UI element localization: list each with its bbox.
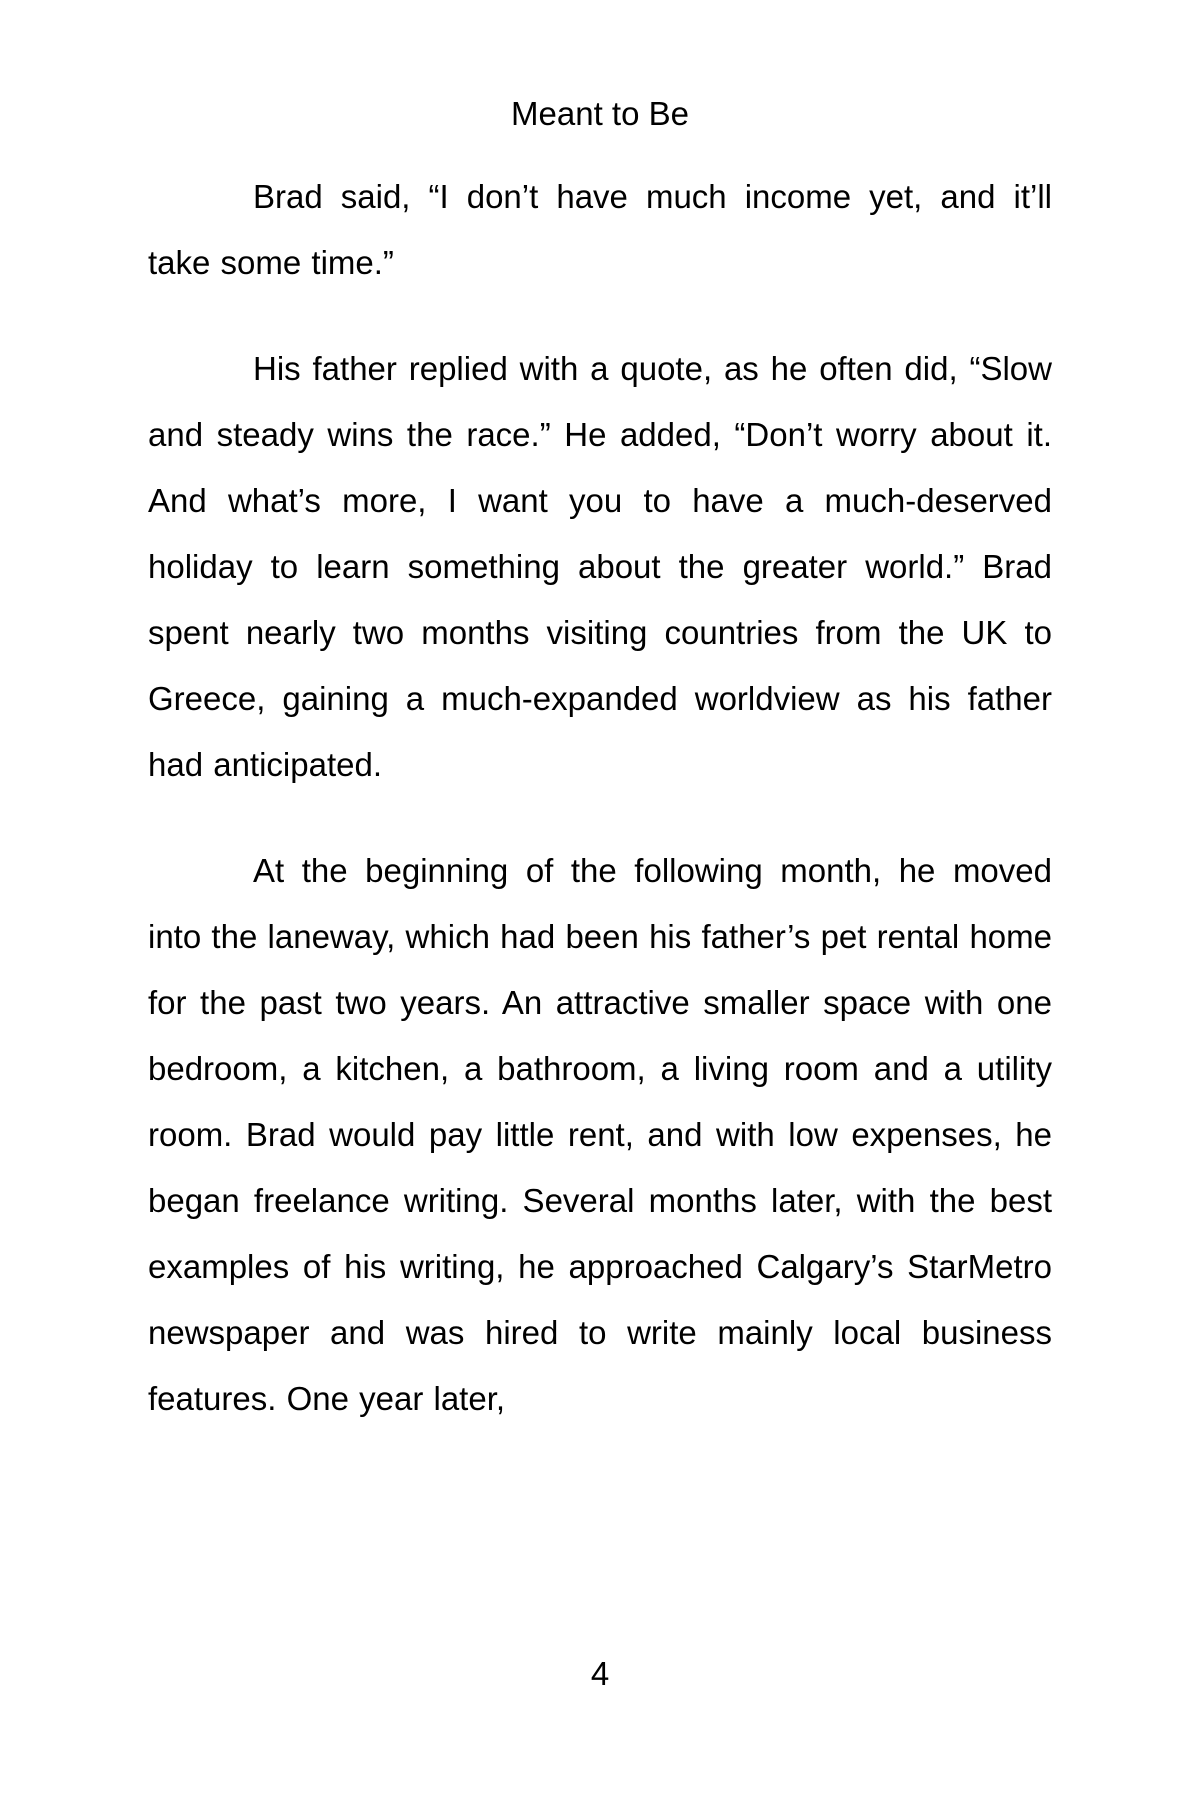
paragraph-3: At the beginning of the following month, he moved into the laneway, which had been his father’s pet rental home for the past two years. An attractive smaller space with one bedroom, a kitchen, a bathroom, a living room and a utility room. Brad would pay little rent, and with low expenses, he began freelance writing. Several months later, with the best examples of his writing, he approached Calgary’s StarMetro newspaper and was hired to write mainly local business features. One year later,	[148, 852, 1052, 1417]
paragraph-1: Brad said, “I don’t have much income yet, and it’ll take some time.”	[148, 178, 1052, 281]
page-number: 4	[590, 1655, 610, 1692]
page-title: Meant to Be	[511, 95, 689, 132]
paragraph-2: His father replied with a quote, as he often did, “Slow and steady wins the race.” He added, “Don’t worry about it. And what’s more, I want you to have a much-deserved holiday to learn something about the greater world.” Brad spent nearly two months visiting countries from the UK to Greece, gaining a much-expanded worldview as his father had anticipated.	[148, 350, 1052, 783]
